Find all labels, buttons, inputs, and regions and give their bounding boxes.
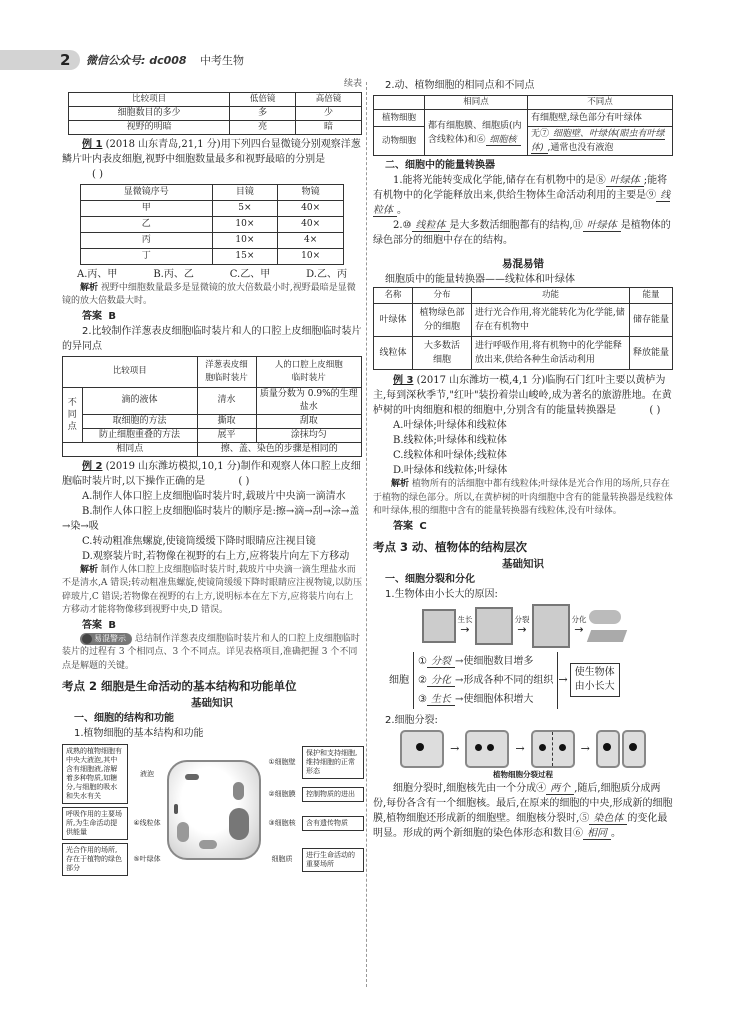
organelle bbox=[185, 774, 199, 780]
option: B.线粒体;叶绿体和线粒体 bbox=[393, 435, 507, 446]
flow-rows bbox=[413, 652, 558, 709]
example-label: 例 2 bbox=[82, 460, 103, 472]
arrow-icon: → bbox=[515, 741, 525, 755]
annotation-box: 成熟的植物细胞有中央大液泡,其中含有细胞液,溶解着多种物质,如糖分,与细胞的吸水和失水有关 bbox=[62, 744, 128, 804]
text: 2.⑩ bbox=[393, 220, 412, 231]
cell-image bbox=[400, 730, 444, 768]
table-cell: 40× bbox=[278, 200, 344, 216]
table-cell: 少 bbox=[296, 106, 362, 120]
nucleus bbox=[603, 743, 611, 751]
nucleus bbox=[539, 744, 546, 751]
nucleus bbox=[629, 743, 637, 751]
organelle-table bbox=[373, 287, 673, 370]
microscope-table bbox=[80, 184, 344, 265]
table-cell: 亮 bbox=[230, 120, 296, 134]
option: C.线粒体和叶绿体;线粒体 bbox=[393, 450, 507, 461]
answer-paren: ( ) bbox=[649, 405, 661, 416]
row-label: 植物细胞 bbox=[374, 110, 425, 127]
basic-knowledge-heading: 基础知识 bbox=[502, 557, 544, 570]
page-header bbox=[0, 50, 400, 70]
tissue-group bbox=[589, 610, 625, 642]
table-cell: 进行呼吸作用,将有机物中的化学能释放出来,供给各种生命活动利用 bbox=[472, 337, 630, 370]
nucleus bbox=[475, 744, 482, 751]
analysis-label: 解析 bbox=[391, 479, 410, 489]
table-cell: 细胞数目的多少 bbox=[69, 106, 230, 120]
table-header: 名称 bbox=[374, 288, 413, 304]
analysis-text: 植物所有的活细胞中都有线粒体;叶绿体是光合作用的场所,只存在于植物的绿色部分。所以,在黄栌树的叶肉细胞中含有的能量转换器是线粒体和叶绿体,根的细胞中含有的能量转换器有线粒体,没有叶绿体。 bbox=[373, 479, 673, 516]
continued-label: 续表 bbox=[343, 79, 362, 89]
text: 是大多数活细胞都有的结构,⑪ bbox=[449, 220, 583, 231]
table-header: 物镜 bbox=[278, 184, 344, 200]
example-3-answer bbox=[373, 519, 673, 534]
answer-paren: ( ) bbox=[92, 168, 103, 180]
table-row bbox=[374, 304, 673, 337]
analysis-text: 制作人体口腔上皮细胞临时装片时,载玻片中央滴一滴生理盐水而不是清水,A 错误;转动粗准焦螺旋,使镜筒缓缓下降时眼睛应注视物镜,以防压碎玻片,C 错误;若物像在视野的右上方,说明标本在左下方,应将装片向右上方移动才能将物像移到视野中央,D 错误。 bbox=[62, 564, 362, 615]
kaodian-3-title: 考点 3 动、植物体的结构层次 bbox=[373, 539, 528, 554]
fill-blank: 线粒体 bbox=[412, 220, 450, 232]
table-header: 显微镜序号 bbox=[81, 184, 213, 200]
subject-title: 中考生物 bbox=[200, 54, 244, 67]
option: D.观察装片时,若物像在视野的右上方,应将装片向左下方移动 bbox=[82, 550, 350, 562]
annotation-box: 保护和支持细胞,维持细胞的正常形态 bbox=[302, 746, 364, 779]
answer-label: 答案 bbox=[82, 619, 102, 631]
section-title: 2.动、植物细胞的相同点和不同点 bbox=[385, 80, 535, 91]
table-row bbox=[81, 216, 344, 232]
example-3-stem bbox=[373, 373, 673, 418]
example-1-options bbox=[62, 267, 362, 282]
cell-text: ,通常也没有液泡 bbox=[547, 143, 614, 153]
flow-result: 形成各种不同的组织 bbox=[463, 674, 554, 686]
table-row bbox=[63, 414, 362, 428]
table-cell: 40× bbox=[278, 216, 344, 232]
energy-para-2 bbox=[373, 218, 673, 248]
table-cell: 储存能量 bbox=[630, 304, 673, 337]
cell-text: 无⑦ bbox=[531, 129, 550, 139]
subsection-item: 1.生物体由小长大的原因: bbox=[385, 588, 498, 600]
fill-blank: 染色体 bbox=[589, 813, 627, 825]
table-header: 比较项目 bbox=[63, 356, 198, 387]
flow-result: 使细胞数目增多 bbox=[463, 655, 534, 667]
table-cell: 叶绿体 bbox=[374, 304, 413, 337]
text: 1.能将光能转变成化学能,储存在有机物中的是⑧ bbox=[393, 175, 606, 186]
row-label: 动物细胞 bbox=[374, 127, 425, 156]
answer-value: C bbox=[419, 520, 427, 532]
warning-note bbox=[62, 633, 362, 674]
right-column bbox=[373, 78, 673, 841]
cell-image bbox=[622, 730, 646, 768]
chloroplast bbox=[177, 822, 189, 842]
option: D.乙、丙 bbox=[306, 268, 347, 280]
diff-label: 不同点 bbox=[63, 387, 83, 442]
subsection-title: 一、细胞分裂和分化 bbox=[385, 573, 475, 585]
table-header: 人的口腔上皮细胞临时装片 bbox=[256, 356, 361, 387]
kaodian-2-title: 考点 2 细胞是生命活动的基本结构和功能单位 bbox=[62, 679, 297, 693]
arrow-icon: → bbox=[460, 623, 470, 636]
table-row bbox=[63, 428, 362, 442]
flow-row: ② 分化 →形成各种不同的组织 bbox=[418, 674, 554, 686]
table-cell: 取细胞的方法 bbox=[82, 414, 197, 428]
table-header: 不同点 bbox=[528, 96, 673, 110]
basic-knowledge-heading: 基础知识 bbox=[191, 697, 233, 709]
flow-result: 使细胞体积增大 bbox=[463, 693, 534, 705]
table-row bbox=[63, 387, 362, 414]
plant-cell-image bbox=[167, 760, 261, 860]
option: D.叶绿体和线粒体;叶绿体 bbox=[393, 465, 508, 476]
table-cell: 植物绿色部分的细胞 bbox=[413, 304, 472, 337]
table-header: 分布 bbox=[413, 288, 472, 304]
table-row bbox=[374, 337, 673, 370]
fill-blank: 生长 bbox=[427, 694, 455, 706]
table-row bbox=[81, 248, 344, 264]
analysis-label: 解析 bbox=[80, 564, 99, 575]
analysis-text: 视野中细胞数量最多是显微镜的放大倍数最小时,视野最暗是显微镜的放大倍数最大时。 bbox=[62, 282, 356, 306]
structure-label: 细胞质 bbox=[271, 855, 293, 863]
table-row bbox=[69, 106, 362, 120]
tissue-image bbox=[589, 610, 621, 624]
cell-image bbox=[531, 730, 575, 768]
arrow-label: 分化 bbox=[571, 615, 587, 624]
chloroplast bbox=[199, 840, 217, 849]
annotation-box: 含有遗传物质 bbox=[302, 816, 364, 831]
table-row bbox=[69, 120, 362, 134]
growth-flow bbox=[373, 652, 673, 709]
option: C.转动粗准焦螺旋,使镜筒缓缓下降时眼睛应注视目镜 bbox=[82, 535, 316, 547]
arrow-icon: → bbox=[517, 623, 527, 636]
fill-blank: 两个 bbox=[546, 783, 574, 795]
plant-cell-diagram bbox=[62, 744, 362, 876]
energy-para-1 bbox=[373, 173, 673, 218]
table-cell: 10× bbox=[278, 248, 344, 264]
option: A.叶绿体;叶绿体和线粒体 bbox=[393, 420, 507, 431]
magnification-table bbox=[68, 92, 362, 135]
table-header-row bbox=[374, 96, 673, 110]
table-row bbox=[63, 442, 362, 456]
flow-row: ① 分裂 →使细胞数目增多 bbox=[418, 655, 534, 667]
cell-image bbox=[465, 730, 509, 768]
table-cell bbox=[528, 127, 673, 156]
flow-num: ③ bbox=[418, 693, 427, 705]
answer-label: 答案 bbox=[82, 310, 102, 322]
cell-image bbox=[422, 609, 456, 643]
example-1-answer bbox=[62, 309, 362, 324]
table-cell: 10× bbox=[212, 216, 278, 232]
warning-text: 总结制作洋葱表皮细胞临时装片和人的口腔上皮细胞临时装片的过程有 3 个相同点、3 个不同点。详见表格项目,准确把握 3 个不同点是解题的关键。 bbox=[62, 633, 360, 671]
option: A.丙、甲 bbox=[77, 268, 118, 280]
example-3-analysis bbox=[373, 478, 673, 519]
text: 。 bbox=[611, 827, 621, 839]
table-row bbox=[81, 232, 344, 248]
confuse-subtitle: 细胞质中的能量转换器——线粒体和叶绿体 bbox=[385, 274, 575, 285]
table-cell: 撕取 bbox=[197, 414, 256, 428]
mitochondria bbox=[174, 804, 178, 814]
arrow-icon: → bbox=[450, 741, 460, 755]
nucleus bbox=[487, 744, 494, 751]
fill-blank: 分化 bbox=[427, 675, 455, 687]
subsection-item: 2.细胞分裂: bbox=[385, 714, 438, 726]
slide-comparison-table bbox=[62, 356, 362, 457]
table-header: 高倍镜 bbox=[296, 92, 362, 106]
structure-label: ③细胞核 bbox=[268, 819, 296, 827]
example-1-stem bbox=[62, 137, 362, 182]
daughter-cells bbox=[596, 730, 646, 768]
example-label: 例 3 bbox=[393, 375, 414, 386]
example-label: 例 1 bbox=[82, 138, 103, 150]
table-header: 目镜 bbox=[212, 184, 278, 200]
table-cell: 有细胞壁,绿色部分有叶绿体 bbox=[528, 110, 673, 127]
plant-animal-table bbox=[373, 95, 673, 156]
fill-blank: 细胞核 bbox=[486, 135, 521, 146]
cell-image bbox=[532, 604, 570, 648]
arrow-icon: → bbox=[574, 623, 584, 636]
table-cell: 4× bbox=[278, 232, 344, 248]
same-value: 擦、盖、染色的步骤是相同的 bbox=[197, 442, 361, 456]
section-2-title: 2.比较制作洋葱表皮细胞临时装片和人的口腔上皮细胞临时装片的异同点 bbox=[62, 325, 362, 352]
same-label: 相同点 bbox=[63, 442, 198, 456]
example-text: (2017 山东潍坊一模,4,1 分)临朐石门红叶主要以黄栌为主,每到深秋季节,"红叶"装扮着崇山峻岭,成为著名的旅游胜地。在黄栌树的叶肉细胞和根的细胞中,分别含有的能量转换器是 bbox=[373, 375, 672, 416]
answer-label: 答案 bbox=[393, 520, 413, 532]
flow-end: 使生物体由小长大 bbox=[570, 663, 620, 697]
text: ,随后,细胞质分成两份,每份各含有一个细胞核。最后,在原来的细胞的中央,形成新的细胞膜,植物细胞还形成新的细胞壁。细胞核分裂时,⑤ bbox=[373, 782, 673, 824]
table-cell: 刮取 bbox=[256, 414, 361, 428]
table-row bbox=[374, 110, 673, 127]
division-paragraph bbox=[373, 781, 673, 841]
table-cell: 清水 bbox=[197, 387, 256, 414]
arrow-with-label bbox=[572, 615, 587, 636]
division-line bbox=[552, 732, 553, 766]
table-cell: 线粒体 bbox=[374, 337, 413, 370]
table-header-row bbox=[374, 288, 673, 304]
column-divider bbox=[366, 82, 367, 987]
table-cell: 乙 bbox=[81, 216, 213, 232]
fill-blank: 细胞壁、叶绿体(眼虫有叶绿体) bbox=[531, 129, 665, 153]
example-text: (2018 山东青岛,21,1 分)用下列四台显微镜分别观察洋葱鳞片叶内表皮细胞,视野中细胞数量最多和视野最暗的分别是 bbox=[62, 138, 361, 165]
table-header: 功能 bbox=[472, 288, 630, 304]
table-header-row bbox=[69, 92, 362, 106]
flow-start: 细胞 bbox=[389, 674, 409, 686]
table-cell: 丙 bbox=[81, 232, 213, 248]
table-cell: 大多数活细胞 bbox=[413, 337, 472, 370]
flow-num: ① bbox=[418, 655, 427, 667]
example-2-stem bbox=[62, 459, 362, 489]
example-2-answer bbox=[62, 618, 362, 633]
table-cell: 滴的液体 bbox=[82, 387, 197, 414]
table-cell: 甲 bbox=[81, 200, 213, 216]
table-cell: 涂抹均匀 bbox=[256, 428, 361, 442]
cell-division-diagram bbox=[373, 730, 673, 768]
left-column bbox=[62, 78, 362, 876]
option: C.乙、甲 bbox=[229, 268, 271, 280]
table-header: 比较项目 bbox=[69, 92, 230, 106]
same-cell bbox=[425, 110, 528, 156]
text: ;能将有机物中的化学能释放出来,供给生物体生命活动利用的主要是⑨ bbox=[373, 175, 668, 201]
arrow-with-label bbox=[515, 615, 530, 636]
table-header: 相同点 bbox=[425, 96, 528, 110]
example-text: (2019 山东潍坊模拟,10,1 分)制作和观察人体口腔上皮细胞临时装片时,以下操作正确的是 bbox=[62, 460, 361, 487]
nucleus bbox=[416, 743, 424, 751]
table-cell: 丁 bbox=[81, 248, 213, 264]
table-cell: 10× bbox=[212, 232, 278, 248]
nucleus bbox=[229, 808, 249, 840]
text: 。 bbox=[397, 205, 407, 216]
table-cell: 展平 bbox=[197, 428, 256, 442]
cell-image bbox=[596, 730, 620, 768]
subsection-item: 1.植物细胞的基本结构和功能 bbox=[74, 728, 204, 739]
division-caption: 植物细胞分裂过程 bbox=[493, 769, 553, 779]
table-cell: 多 bbox=[230, 106, 296, 120]
energy-title: 二、细胞中的能量转换器 bbox=[385, 160, 495, 171]
structure-label: ①细胞壁 bbox=[268, 758, 296, 767]
annotation-box: 光合作用的场所,存在于植物的绿色部分 bbox=[62, 843, 128, 876]
tissue-image bbox=[586, 630, 626, 642]
table-cell: 5× bbox=[212, 200, 278, 216]
flow-row: ③ 生长 →使细胞体积增大 bbox=[418, 693, 534, 705]
table-cell: 15× bbox=[212, 248, 278, 264]
table-header-row bbox=[81, 184, 344, 200]
arrow-icon: → bbox=[558, 673, 568, 686]
option: B.丙、乙 bbox=[153, 268, 194, 280]
fill-blank: 叶绿体 bbox=[606, 175, 644, 187]
table-header bbox=[374, 96, 425, 110]
subsection-title: 一、细胞的结构和功能 bbox=[74, 713, 174, 724]
table-cell: 视野的明暗 bbox=[69, 120, 230, 134]
arrow-label: 分裂 bbox=[514, 615, 530, 624]
organelle bbox=[233, 782, 244, 800]
table-header: 能量 bbox=[630, 288, 673, 304]
structure-label: ⑤叶绿体 bbox=[133, 855, 161, 863]
option: A.制作人体口腔上皮细胞临时装片时,载玻片中央滴一滴清水 bbox=[82, 490, 346, 502]
text: 的变化最明显。形成的两个新细胞的染色体形态和数目⑥ bbox=[373, 812, 668, 839]
fill-blank: 相同 bbox=[583, 828, 611, 840]
nucleus bbox=[559, 744, 566, 751]
confuse-heading: 易混易错 bbox=[502, 258, 544, 270]
cell-image bbox=[475, 607, 513, 645]
answer-value: B bbox=[108, 310, 116, 322]
table-header: 低倍镜 bbox=[230, 92, 296, 106]
table-cell: 进行光合作用,将光能转化为化学能,储存在有机物中 bbox=[472, 304, 630, 337]
arrow-icon: → bbox=[580, 741, 590, 755]
structure-label: 液泡 bbox=[140, 769, 154, 778]
option: B.制作人体口腔上皮细胞临时装片的顺序是:擦→滴→刮→涂→盖→染→吸 bbox=[62, 505, 360, 532]
structure-label: ④线粒体 bbox=[133, 819, 161, 827]
fill-blank: 线粒体 bbox=[373, 190, 671, 216]
arrow-with-label bbox=[458, 615, 473, 636]
same-text: 都有细胞膜、细胞质(内含线粒体)和⑥ bbox=[428, 120, 522, 145]
answer-paren: ( ) bbox=[238, 475, 250, 487]
table-header-row bbox=[63, 356, 362, 387]
example-1-analysis bbox=[62, 282, 362, 309]
table-row bbox=[81, 200, 344, 216]
fill-blank: 分裂 bbox=[427, 656, 455, 668]
page-number: 2 bbox=[60, 51, 71, 69]
answer-value: B bbox=[108, 619, 116, 631]
growth-diagram bbox=[373, 604, 673, 648]
example-2-analysis bbox=[62, 564, 362, 618]
text: 是植物体的绿色部分的细胞中存在的结构。 bbox=[373, 220, 671, 246]
text: 细胞分裂时,细胞核先由一个分成④ bbox=[393, 782, 547, 794]
table-cell: 质量分数为 0.9%的生理盐水 bbox=[256, 387, 361, 414]
annotation-box: 进行生命活动的重要场所 bbox=[302, 848, 364, 872]
wechat-account: 微信公众号: dc008 bbox=[86, 54, 187, 67]
arrow-label: 生长 bbox=[457, 615, 473, 624]
annotation-box: 控制物质的进出 bbox=[302, 787, 364, 802]
flow-num: ② bbox=[418, 674, 427, 686]
annotation-box: 呼吸作用的主要场所,为生命活动提供能量 bbox=[62, 807, 128, 840]
analysis-label: 解析 bbox=[80, 282, 99, 293]
table-cell: 释放能量 bbox=[630, 337, 673, 370]
table-cell: 暗 bbox=[296, 120, 362, 134]
table-cell: 防止细胞重叠的方法 bbox=[82, 428, 197, 442]
warning-badge: 易混警示 bbox=[80, 633, 132, 645]
table-header: 洋葱表皮细胞临时装片 bbox=[197, 356, 256, 387]
fill-blank: 叶绿体 bbox=[583, 220, 621, 232]
structure-label: ②细胞膜 bbox=[268, 789, 296, 798]
